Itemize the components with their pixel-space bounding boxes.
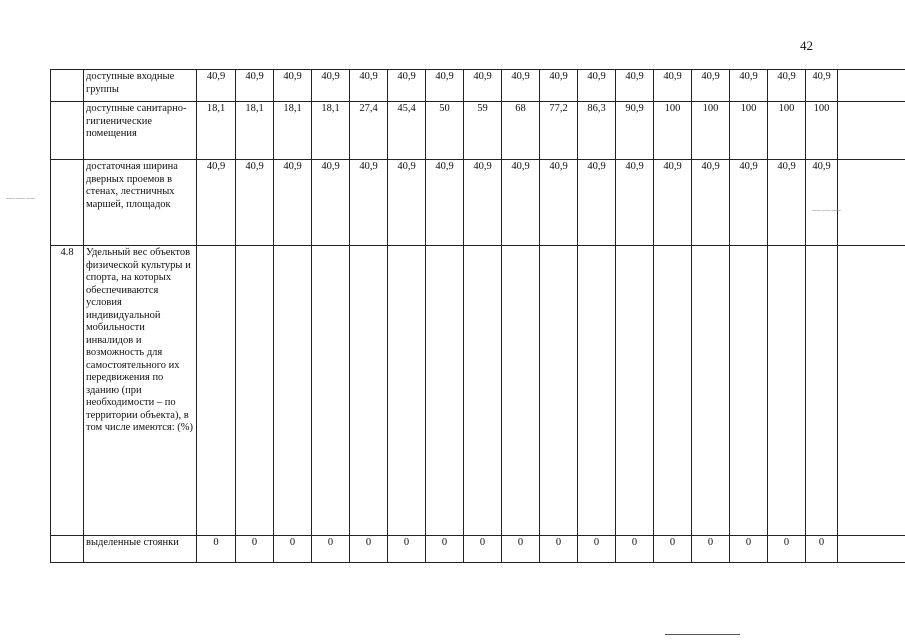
value-cell	[502, 246, 540, 536]
value-cell	[692, 246, 730, 536]
empty-cell	[838, 102, 905, 160]
value-cell	[388, 246, 426, 536]
value-cell	[806, 246, 838, 536]
value-cell: 0	[388, 536, 426, 563]
indicators-table	[50, 69, 905, 563]
value-cell: 40,9	[730, 160, 768, 246]
value-cell: 40,9	[197, 160, 236, 246]
value-cell: 0	[236, 536, 274, 563]
table-row	[51, 102, 905, 160]
value-cell: 0	[540, 536, 578, 563]
value-cell	[464, 246, 502, 536]
table-row	[51, 246, 905, 536]
value-cell: 0	[312, 536, 350, 563]
value-cell: 40,9	[388, 160, 426, 246]
value-cell: 40,9	[464, 160, 502, 246]
value-cell: 40,9	[806, 160, 838, 246]
empty-cell	[838, 246, 905, 536]
row-number-cell	[51, 536, 84, 563]
value-cell	[426, 246, 464, 536]
row-number-cell	[51, 102, 84, 160]
value-cell: 40,9	[768, 160, 806, 246]
page-number: 42	[800, 38, 813, 53]
empty-cell	[838, 536, 905, 563]
value-cell: 40,9	[730, 70, 768, 102]
value-cell: 100	[730, 102, 768, 160]
value-cell: 40,9	[426, 160, 464, 246]
value-cell: 40,9	[540, 70, 578, 102]
value-cell: 18,1	[312, 102, 350, 160]
value-cell: 40,9	[274, 160, 312, 246]
value-cell: 0	[806, 536, 838, 563]
empty-cell	[838, 70, 905, 102]
row-number-cell	[51, 70, 84, 102]
value-cell: 100	[806, 102, 838, 160]
indicator-label-cell: Удельный вес объектов физической культуры и спорта, на которых обеспечиваются условия индивидуальной мобильности инвалидов и возможность для самостоятельного их передвижения по зданию (при необходимости – по территории объекта), в том числе имеются: (%)	[84, 246, 197, 536]
value-cell: 40,9	[692, 160, 730, 246]
value-cell: 18,1	[236, 102, 274, 160]
value-cell: 59	[464, 102, 502, 160]
value-cell: 45,4	[388, 102, 426, 160]
value-cell	[350, 246, 388, 536]
value-cell: 40,9	[578, 70, 616, 102]
value-cell	[616, 246, 654, 536]
value-cell: 100	[768, 102, 806, 160]
value-cell: 18,1	[197, 102, 236, 160]
value-cell	[578, 246, 616, 536]
value-cell: 40,9	[197, 70, 236, 102]
value-cell: 0	[692, 536, 730, 563]
value-cell: 0	[197, 536, 236, 563]
table-row	[51, 536, 905, 563]
value-cell: 0	[730, 536, 768, 563]
value-cell: 40,9	[806, 70, 838, 102]
indicator-label-cell: достаточная ширина дверных проемов в стенах, лестничных маршей, площадок	[84, 160, 197, 246]
value-cell: 68	[502, 102, 540, 160]
value-cell: 40,9	[654, 70, 692, 102]
value-cell	[312, 246, 350, 536]
value-cell: 0	[578, 536, 616, 563]
value-cell: 40,9	[616, 70, 654, 102]
value-cell: 0	[768, 536, 806, 563]
value-cell: 40,9	[768, 70, 806, 102]
indicator-label-cell: доступные санитарно-гигиенические помещения	[84, 102, 197, 160]
value-cell: 40,9	[464, 70, 502, 102]
value-cell: 0	[350, 536, 388, 563]
value-cell: 40,9	[350, 160, 388, 246]
value-cell	[540, 246, 578, 536]
value-cell: 40,9	[502, 160, 540, 246]
indicator-label-cell: доступные входные группы	[84, 70, 197, 102]
value-cell	[768, 246, 806, 536]
value-cell	[274, 246, 312, 536]
value-cell: 0	[426, 536, 464, 563]
value-cell	[654, 246, 692, 536]
scan-mark: ———	[812, 205, 842, 215]
value-cell: 27,4	[350, 102, 388, 160]
value-cell: 100	[692, 102, 730, 160]
table-row	[51, 70, 905, 102]
value-cell: 0	[616, 536, 654, 563]
value-cell: 18,1	[274, 102, 312, 160]
value-cell: 40,9	[236, 160, 274, 246]
value-cell: 40,9	[350, 70, 388, 102]
value-cell: 0	[502, 536, 540, 563]
value-cell: 40,9	[502, 70, 540, 102]
value-cell: 0	[274, 536, 312, 563]
value-cell	[197, 246, 236, 536]
value-cell: 40,9	[426, 70, 464, 102]
value-cell: 40,9	[236, 70, 274, 102]
value-cell: 40,9	[540, 160, 578, 246]
value-cell: 100	[654, 102, 692, 160]
value-cell: 0	[654, 536, 692, 563]
value-cell: 50	[426, 102, 464, 160]
empty-cell	[838, 160, 905, 246]
value-cell: 40,9	[616, 160, 654, 246]
value-cell: 40,9	[578, 160, 616, 246]
row-number-cell	[51, 160, 84, 246]
value-cell: 40,9	[388, 70, 426, 102]
table-row	[51, 160, 905, 246]
value-cell	[730, 246, 768, 536]
value-cell: 40,9	[654, 160, 692, 246]
row-number-cell: 4.8	[51, 246, 84, 536]
indicator-label-cell: выделенные стоянки	[84, 536, 197, 563]
value-cell: 40,9	[312, 160, 350, 246]
scan-mark: ———	[6, 193, 36, 203]
footer-line	[665, 634, 740, 635]
value-cell	[236, 246, 274, 536]
value-cell: 86,3	[578, 102, 616, 160]
value-cell: 90,9	[616, 102, 654, 160]
value-cell: 0	[464, 536, 502, 563]
value-cell: 40,9	[692, 70, 730, 102]
value-cell: 40,9	[312, 70, 350, 102]
value-cell: 40,9	[274, 70, 312, 102]
value-cell: 77,2	[540, 102, 578, 160]
